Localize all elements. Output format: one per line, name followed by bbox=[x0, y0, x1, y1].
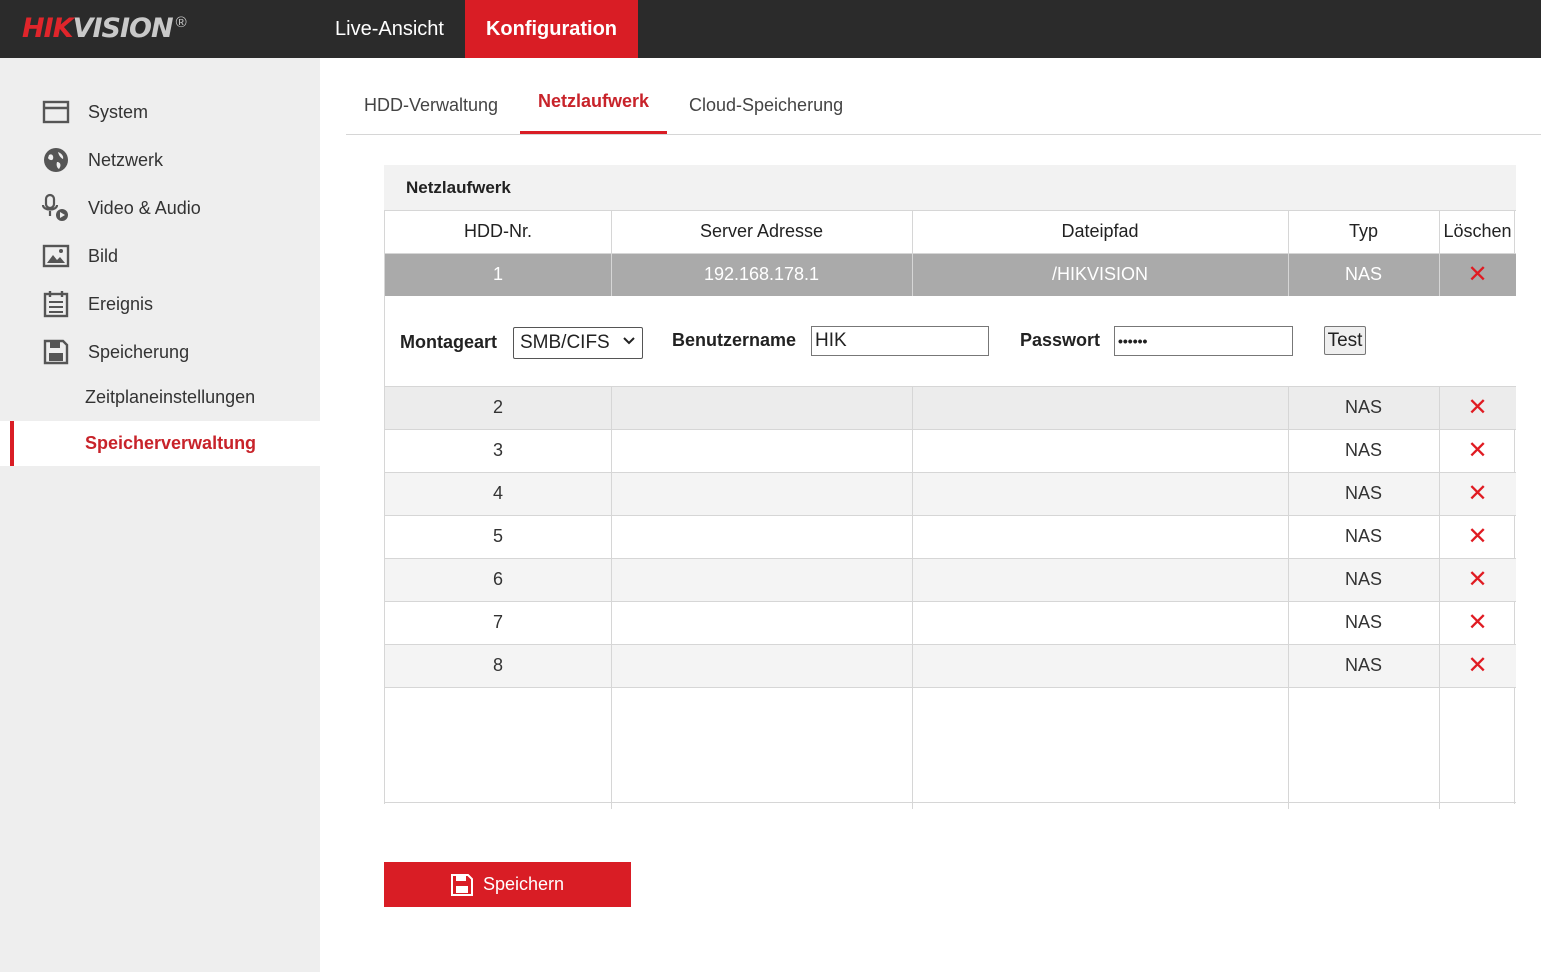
sidebar-item-label: Speicherung bbox=[88, 341, 190, 362]
table-row[interactable] bbox=[385, 558, 1516, 601]
cell-type: NAS bbox=[1344, 264, 1382, 284]
sidebar-item-label: Video & Audio bbox=[88, 197, 201, 218]
tab-bar bbox=[346, 77, 1541, 135]
delete-icon[interactable]: ✕ bbox=[1467, 261, 1488, 288]
sidebar-subitem-label: Zeitplaneinstellungen bbox=[85, 387, 256, 407]
cell-file-path: /HIKVISION bbox=[1051, 264, 1149, 284]
column-header-server-address: Server Adresse bbox=[699, 221, 824, 241]
sidebar-item-storage[interactable] bbox=[0, 328, 320, 376]
sidebar-subitem-schedule-settings[interactable] bbox=[0, 375, 320, 420]
sidebar-subitem-storage-management[interactable] bbox=[0, 421, 320, 466]
cell-type: NAS bbox=[1344, 397, 1382, 417]
column-header-hdd-nr: HDD-Nr. bbox=[464, 221, 532, 241]
cell-server-address bbox=[611, 472, 912, 515]
password-label: Passwort bbox=[1020, 330, 1101, 350]
save-icon bbox=[451, 874, 473, 896]
tab-cloud-storage[interactable]: Cloud-Speicherung bbox=[689, 95, 844, 115]
save-button[interactable]: Speichern bbox=[384, 862, 631, 907]
microphone-camera-icon bbox=[41, 193, 71, 223]
cell-hdd-nr: 2 bbox=[492, 397, 503, 417]
nav-configuration[interactable]: Konfiguration bbox=[465, 0, 638, 58]
sidebar-item-system[interactable] bbox=[0, 88, 320, 136]
cell-hdd-nr: 6 bbox=[492, 569, 503, 589]
sidebar bbox=[0, 58, 320, 972]
top-bar bbox=[0, 0, 1541, 58]
cell-server-address bbox=[611, 429, 912, 472]
cell-file-path bbox=[912, 644, 1288, 687]
cell-hdd-nr: 4 bbox=[492, 483, 503, 503]
table-row[interactable] bbox=[385, 644, 1516, 687]
cell-type: NAS bbox=[1344, 569, 1382, 589]
table-row[interactable] bbox=[385, 472, 1516, 515]
sidebar-item-image[interactable] bbox=[0, 232, 320, 280]
sidebar-item-video-audio[interactable] bbox=[0, 184, 320, 232]
sidebar-item-label: Ereignis bbox=[88, 293, 154, 314]
table-row[interactable] bbox=[385, 601, 1516, 644]
delete-icon[interactable]: ✕ bbox=[1467, 609, 1488, 636]
cell-type: NAS bbox=[1344, 655, 1382, 675]
delete-icon[interactable]: ✕ bbox=[1467, 652, 1488, 679]
cell-server-address: 192.168.178.1 bbox=[703, 264, 820, 284]
cell-server-address bbox=[611, 386, 912, 429]
cell-file-path bbox=[912, 429, 1288, 472]
cell-type: NAS bbox=[1344, 526, 1382, 546]
globe-icon bbox=[41, 145, 71, 175]
cell-file-path bbox=[912, 386, 1288, 429]
cell-hdd-nr: 3 bbox=[492, 440, 503, 460]
password-field[interactable]: •••••• bbox=[1114, 326, 1293, 356]
cell-hdd-nr: 8 bbox=[492, 655, 503, 675]
network-drive-panel bbox=[384, 165, 1516, 809]
table-row[interactable] bbox=[385, 253, 1516, 296]
sidebar-item-label: System bbox=[88, 101, 149, 122]
mount-settings-row bbox=[385, 296, 1516, 386]
tab-network-drive[interactable]: Netzlaufwerk bbox=[520, 77, 667, 134]
calendar-list-icon bbox=[41, 289, 71, 319]
cell-file-path bbox=[912, 601, 1288, 644]
cell-server-address bbox=[611, 601, 912, 644]
delete-icon[interactable]: ✕ bbox=[1467, 480, 1488, 507]
delete-icon[interactable]: ✕ bbox=[1467, 523, 1488, 550]
sidebar-item-label: Bild bbox=[88, 245, 119, 266]
hikvision-logo: HIKVISION ® bbox=[22, 13, 187, 44]
panel-title: Netzlaufwerk bbox=[384, 165, 1516, 210]
table-row[interactable] bbox=[385, 429, 1516, 472]
top-nav bbox=[314, 0, 638, 58]
delete-icon[interactable]: ✕ bbox=[1467, 394, 1488, 421]
cell-server-address bbox=[611, 644, 912, 687]
cell-hdd-nr: 5 bbox=[492, 526, 503, 546]
cell-type: NAS bbox=[1344, 612, 1382, 632]
cell-type: NAS bbox=[1344, 483, 1382, 503]
nav-live-view[interactable]: Live-Ansicht bbox=[335, 17, 444, 40]
system-window-icon bbox=[41, 97, 71, 127]
cell-type: NAS bbox=[1344, 440, 1382, 460]
username-field[interactable]: HIK bbox=[811, 326, 989, 356]
table-header bbox=[385, 210, 1516, 253]
mount-type-label: Montageart bbox=[400, 332, 498, 352]
cell-server-address bbox=[611, 515, 912, 558]
mount-type-select[interactable]: SMB/CIFS bbox=[513, 327, 643, 359]
cell-file-path bbox=[912, 515, 1288, 558]
cell-file-path bbox=[912, 558, 1288, 601]
column-header-delete: Löschen bbox=[1443, 221, 1512, 241]
cell-hdd-nr: 7 bbox=[492, 612, 503, 632]
column-header-type: Typ bbox=[1348, 221, 1378, 241]
table-row[interactable] bbox=[385, 515, 1516, 558]
delete-icon[interactable]: ✕ bbox=[1467, 437, 1488, 464]
sidebar-item-label: Netzwerk bbox=[88, 149, 164, 170]
column-header-file-path: Dateipfad bbox=[1061, 221, 1139, 241]
network-drive-table bbox=[384, 210, 1515, 804]
table-row[interactable] bbox=[385, 386, 1516, 429]
username-label: Benutzername bbox=[672, 330, 797, 350]
test-button[interactable]: Test bbox=[1324, 326, 1366, 355]
tab-hdd-management[interactable]: HDD-Verwaltung bbox=[364, 95, 499, 115]
sidebar-subitem-label: Speicherverwaltung bbox=[85, 433, 257, 453]
chevron-down-icon bbox=[622, 333, 636, 352]
delete-icon[interactable]: ✕ bbox=[1467, 566, 1488, 593]
image-icon bbox=[41, 241, 71, 271]
cell-hdd-nr: 1 bbox=[492, 264, 503, 284]
sidebar-item-network[interactable] bbox=[0, 136, 320, 184]
cell-server-address bbox=[611, 558, 912, 601]
cell-file-path bbox=[912, 472, 1288, 515]
floppy-disk-icon bbox=[41, 337, 71, 367]
sidebar-item-event[interactable] bbox=[0, 280, 320, 328]
